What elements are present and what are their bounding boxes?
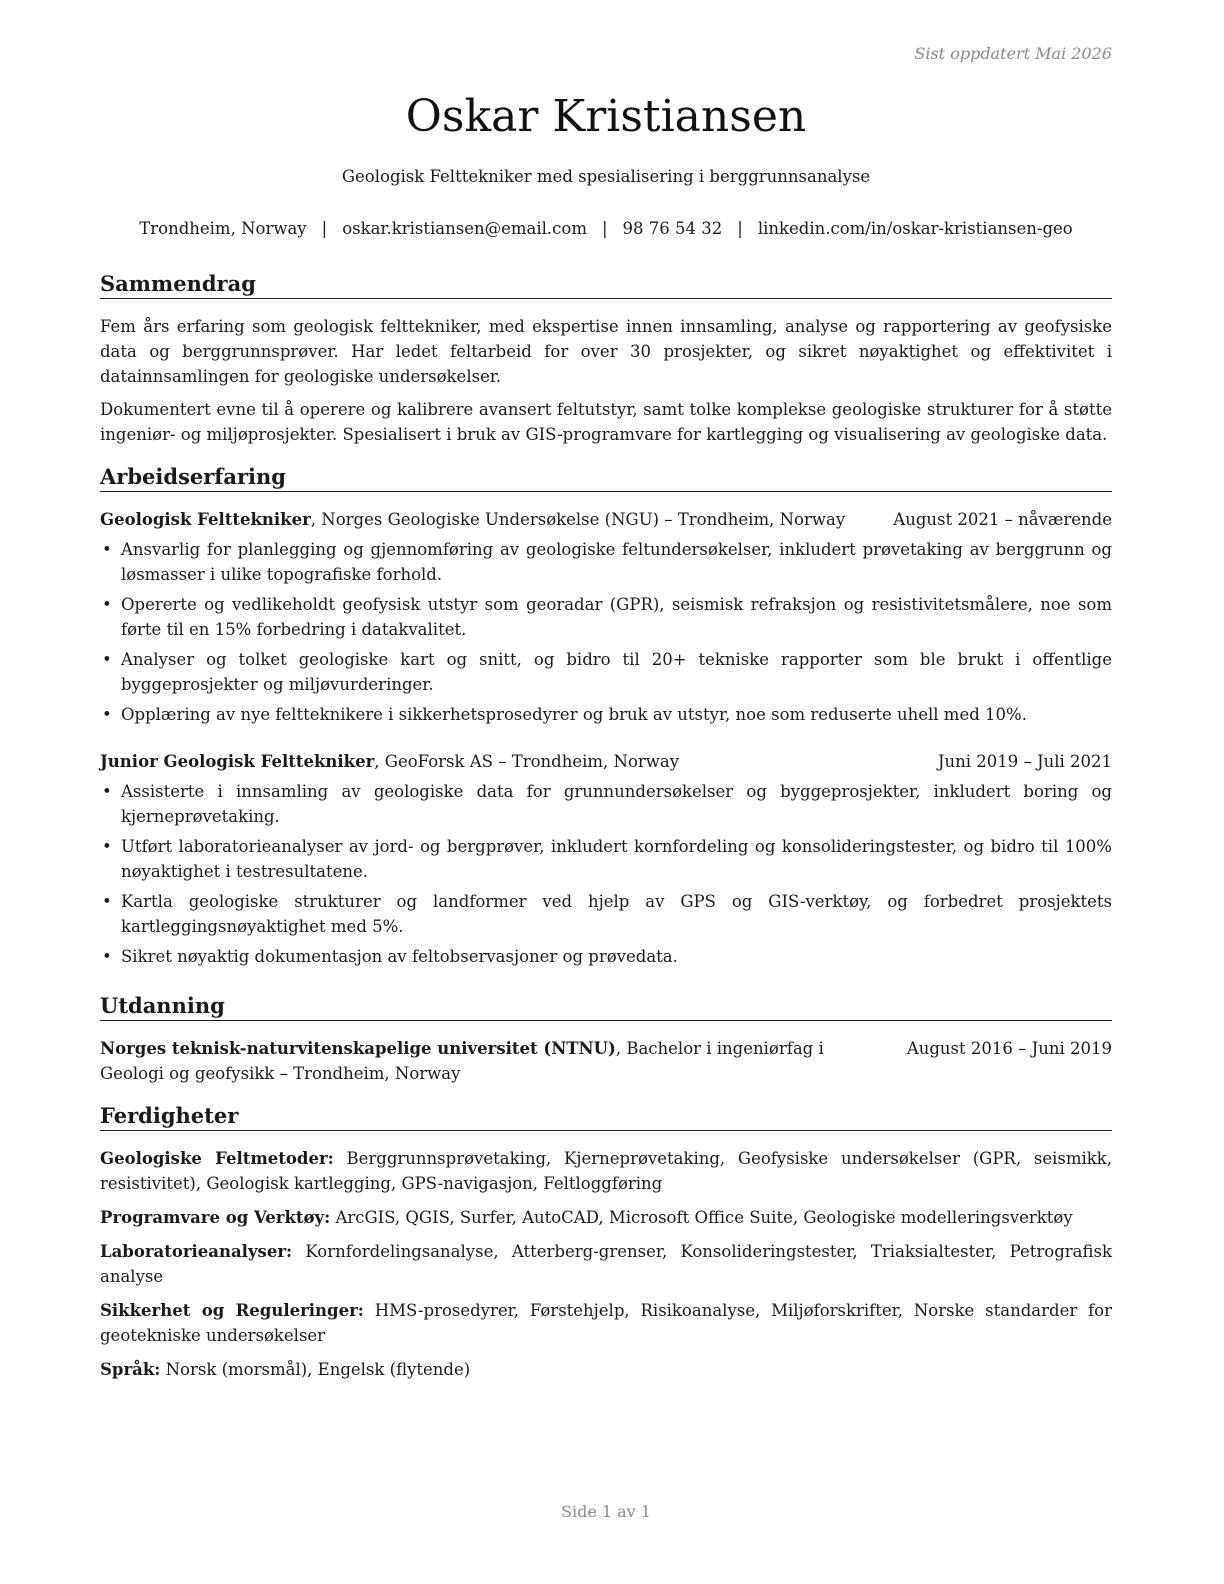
- bullet-icon: •: [102, 782, 112, 801]
- skill-group: Språk: Norsk (morsmål), Engelsk (flytende): [100, 1360, 471, 1379]
- experience-section: [100, 463, 1112, 969]
- section-title-experience: Arbeidserfaring: [100, 463, 1112, 492]
- job-role: Geologisk Felttekniker: [100, 510, 311, 529]
- education-degree: , Bachelor i ingeniørfag i Geologi og geofysikk – Trondheim, Norway: [100, 1039, 824, 1083]
- section-title-skills: Ferdigheter: [100, 1102, 1112, 1131]
- list-item: • Assisterte i innsamling av geologiske data for grunnundersøkelser og byggeprosjekter, inkludert boring og kjerneprøvetaking.: [100, 779, 1112, 829]
- education-entry: [100, 1036, 1112, 1086]
- headline: Geologisk Felttekniker med spesialisering i berggrunnsanalyse: [341, 167, 871, 186]
- contact-separator: |: [737, 219, 743, 238]
- education-school: Norges teknisk-naturvitenskapelige universitet (NTNU): [100, 1039, 616, 1058]
- list-item: • Analyser og tolket geologiske kart og snitt, og bidro til 20+ tekniske rapporter som ble brukt i offentlige byggeprosjekter og miljøvurderinger.: [100, 647, 1112, 697]
- education-dates: August 2016 – Juni 2019: [906, 1039, 1112, 1058]
- job-role: Junior Geologisk Felttekniker: [100, 752, 375, 771]
- contact-separator: |: [601, 219, 608, 238]
- person-name: Oskar Kristiansen: [405, 91, 807, 142]
- education-section: [100, 992, 1112, 1086]
- section-title-summary: Sammendrag: [100, 270, 1112, 299]
- section-title-education: Utdanning: [100, 992, 1112, 1021]
- job-entry: [100, 749, 1112, 969]
- list-item: • Opererte og vedlikeholdt geofysisk utstyr som georadar (GPR), seismisk refraksjon og resistivitetsmålere, noe som førte til en 15% forbedring i datakvalitet.: [100, 592, 1112, 642]
- contact-location: Trondheim, Norway: [139, 219, 307, 238]
- bullet-icon: •: [102, 540, 112, 559]
- list-item: • Kartla geologiske strukturer og landformer ved hjelp av GPS og GIS-verktøy, og forbedret prosjektets kartleggingsnøyaktighet med 5%.: [100, 889, 1112, 939]
- bullet-icon: •: [102, 650, 112, 669]
- contact-phone[interactable]: 98 76 54 32: [622, 219, 723, 238]
- contact-linkedin[interactable]: linkedin.com/in/oskar-kristiansen-geo: [757, 219, 1073, 238]
- list-item: • Sikret nøyaktig dokumentasjon av feltobservasjoner og prøvedata.: [100, 944, 1112, 969]
- job-header: [100, 749, 1112, 774]
- skill-group: Sikkerhet og Reguleringer: HMS-prosedyrer, Førstehjelp, Risikoanalyse, Miljøforskrifter, Norske standarder for geotekniske undersøkelser: [100, 1301, 1112, 1345]
- skill-label: Sikkerhet og Reguleringer:: [100, 1301, 364, 1320]
- list-item: • Utført laboratorieanalyser av jord- og bergprøver, inkludert kornfordeling og konsolideringstester, og bidro til 100% nøyaktighet i testresultatene.: [100, 834, 1112, 884]
- bullet-icon: •: [102, 837, 112, 856]
- contact-separator: |: [321, 219, 328, 238]
- summary-section: [100, 270, 1112, 447]
- skill-group: Geologiske Feltmetoder: Berggrunnsprøvetaking, Kjerneprøvetaking, Geofysiske undersøkelser (GPR, seismikk, resistivitet), Geologisk kartlegging, GPS-navigasjon, Feltloggføring: [100, 1149, 1112, 1193]
- job-dates: Juni 2019 – Juli 2021: [937, 752, 1112, 771]
- skill-group: Laboratorieanalyser: Kornfordelingsanalyse, Atterberg-grenser, Konsolideringstester, Triaksialtester, Petrografisk analyse: [100, 1242, 1112, 1286]
- skill-label: Geologiske Feltmetoder:: [100, 1149, 334, 1168]
- job-dates: August 2021 – nåværende: [893, 510, 1112, 529]
- last-updated: Sist oppdatert Mai 2026: [914, 44, 1112, 63]
- page-footer: Side 1 av 1: [561, 1502, 651, 1521]
- skill-label: Laboratorieanalyser:: [100, 1242, 293, 1261]
- bullet-icon: •: [102, 947, 112, 966]
- skill-label: Programvare og Verktøy:: [100, 1208, 331, 1227]
- skill-label: Språk:: [100, 1360, 161, 1379]
- skill-group: Programvare og Verktøy: ArcGIS, QGIS, Surfer, AutoCAD, Microsoft Office Suite, Geologiske modelleringsverktøy: [100, 1208, 1073, 1227]
- job-entry: [100, 507, 1112, 727]
- summary-paragraph: Fem års erfaring som geologisk felttekniker, med ekspertise innen innsamling, analyse og rapportering av geofysiske data og berggrunnsprøver. Har ledet feltarbeid for over 30 prosjekter, og sikret nøyaktighet og effektivitet i datainnsamlingen for geologiske undersøkelser.: [100, 317, 1112, 386]
- contact-email[interactable]: oskar.kristiansen@email.com: [342, 219, 587, 238]
- job-org: , GeoForsk AS – Trondheim, Norway: [374, 752, 680, 771]
- summary-paragraph: Dokumentert evne til å operere og kalibrere avansert feltutstyr, samt tolke komplekse geologiske strukturer for å støtte ingeniør- og miljøprosjekter. Spesialisert i bruk av GIS-programvare for kartlegging og visualisering av geologiske data.: [100, 400, 1112, 444]
- list-item: • Opplæring av nye feltteknikere i sikkerhetsprosedyrer og bruk av utstyr, noe som reduserte uhell med 10%.: [100, 702, 1112, 727]
- job-bullets: [100, 537, 1112, 727]
- bullet-icon: •: [102, 595, 112, 614]
- job-bullets: [100, 779, 1112, 969]
- list-item: • Ansvarlig for planlegging og gjennomføring av geologiske feltundersøkelser, inkludert prøvetaking av berggrunn og løsmasser i ulike topografiske forhold.: [100, 537, 1112, 587]
- job-org: , Norges Geologiske Undersøkelse (NGU) – Trondheim, Norway: [310, 510, 846, 529]
- bullet-icon: •: [102, 892, 112, 911]
- resume-page: [100, 0, 1112, 1584]
- bullet-icon: •: [102, 705, 112, 724]
- skills-section: [100, 1102, 1112, 1382]
- job-header: [100, 507, 1112, 532]
- contact-line: [100, 219, 1112, 238]
